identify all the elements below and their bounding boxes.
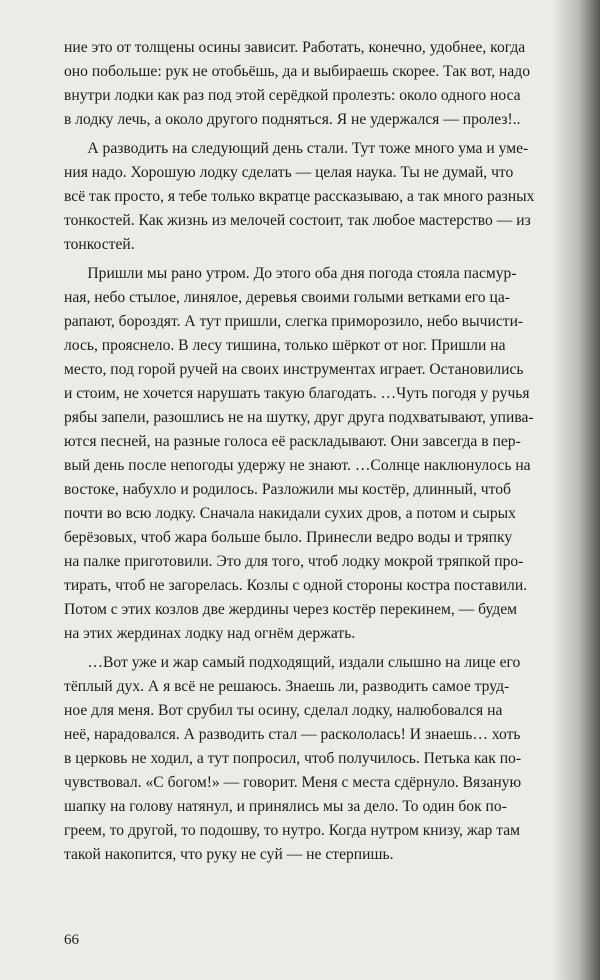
text-line: всё так просто, я тебе только вкратце рассказываю, а так много разных [64, 188, 535, 205]
text-line: в лодку лечь, а около другого подняться. Я не удержался — пролез!.. [64, 111, 521, 128]
text-line: ная, небо стылое, линялое, деревья своими голыми ветками его ца- [64, 289, 510, 306]
text-line: шапку на голову натянул, и принялись мы за дело. То один бок по- [64, 798, 507, 815]
text-line: почти во всю лодку. Сначала накидали сухих дров, а потом и сырых [64, 505, 516, 522]
text-line: и стоим, не хочется нарушать такую благодать. …Чуть погодя у ручья [64, 385, 530, 402]
text-line: ние это от толщены осины зависит. Работать, конечно, удобнее, когда [64, 39, 526, 56]
text-line: …Вот уже и жар самый подходящий, издали слышно на лице его [64, 654, 521, 671]
text-line: тёплый дух. А я всё не решаюсь. Знаешь ли, разводить самое труд- [64, 678, 510, 695]
text-line: лось, прояснело. В лесу тишина, только шёркот от ног. Пришли на [64, 337, 506, 354]
text-line: греем, то другой, то подошву, то нутро. Когда нутром книзу, жар там [64, 822, 521, 839]
text-line: ния надо. Хорошую лодку сделать — целая наука. Ты не думай, что [64, 164, 514, 181]
text-line: на этих жердинах лодку над огнём держать. [64, 625, 356, 642]
text-line: рапают, бороздят. А тут пришли, слегка приморозило, небо вычисти- [64, 313, 524, 330]
text-line: вый день после непогоды удержу не знают. …Солнце наклюнулось на [64, 457, 531, 474]
text-line: Пришли мы рано утром. До этого оба дня погода стояла пасмур- [64, 265, 517, 282]
page-body-text [64, 36, 583, 872]
paragraph [64, 262, 583, 646]
text-line: тонкостей. Как жизнь из мелочей состоит, так любое мастерство — из [64, 212, 531, 229]
text-line: в церковь не ходил, а тут попросил, чтоб получилось. Петька как по- [64, 750, 522, 767]
paragraph [64, 137, 583, 257]
text-line: берёзовых, чтоб жара больше было. Принесли ведро воды и тряпку [64, 529, 513, 546]
text-line: ное для меня. Вот срубил ты осину, сделал лодку, налюбовался на [64, 702, 503, 719]
paragraph [64, 36, 583, 132]
text-line: востоке, набухло и родилось. Разложили мы костёр, длинный, чтоб [64, 481, 511, 498]
text-line: внутри лодки как раз под этой серёдкой пролезть: около одного носа [64, 87, 521, 104]
page-number: 66 [64, 932, 79, 948]
text-line: А разводить на следующий день стали. Тут тоже много ума и уме- [64, 140, 529, 157]
text-line: место, под горой ручей на своих инструментах играет. Остановились [64, 361, 524, 378]
text-line: рябы запели, разошлись не на шутку, друг друга подхватывают, упива- [64, 409, 534, 426]
text-line: ются песней, на разные голоса её раскладывают. Они завсегда в пер- [64, 433, 521, 450]
text-line: чувствовал. «С богом!» — говорит. Меня с места сдёрнуло. Вязаную [64, 774, 522, 791]
text-line: неё, нарадовался. А разводить стал — раскололась! И знаешь… хоть [64, 726, 521, 743]
text-line: тирать, чтоб не загорелась. Козлы с одной стороны костра поставили. [64, 577, 528, 594]
paragraph [64, 651, 583, 867]
text-line: на палке приготовили. Это для того, чтоб лодку мокрой тряпкой про- [64, 553, 524, 570]
text-line: Потом с этих козлов две жердины через костёр перекинем, — будем [64, 601, 518, 618]
text-line: оно побольше: рук не отобьёшь, да и выбираешь скорее. Так вот, надо [64, 63, 530, 80]
text-line: тонкостей. [64, 236, 135, 253]
text-line: такой накопится, что руку не суй — не стерпишь. [64, 846, 394, 863]
